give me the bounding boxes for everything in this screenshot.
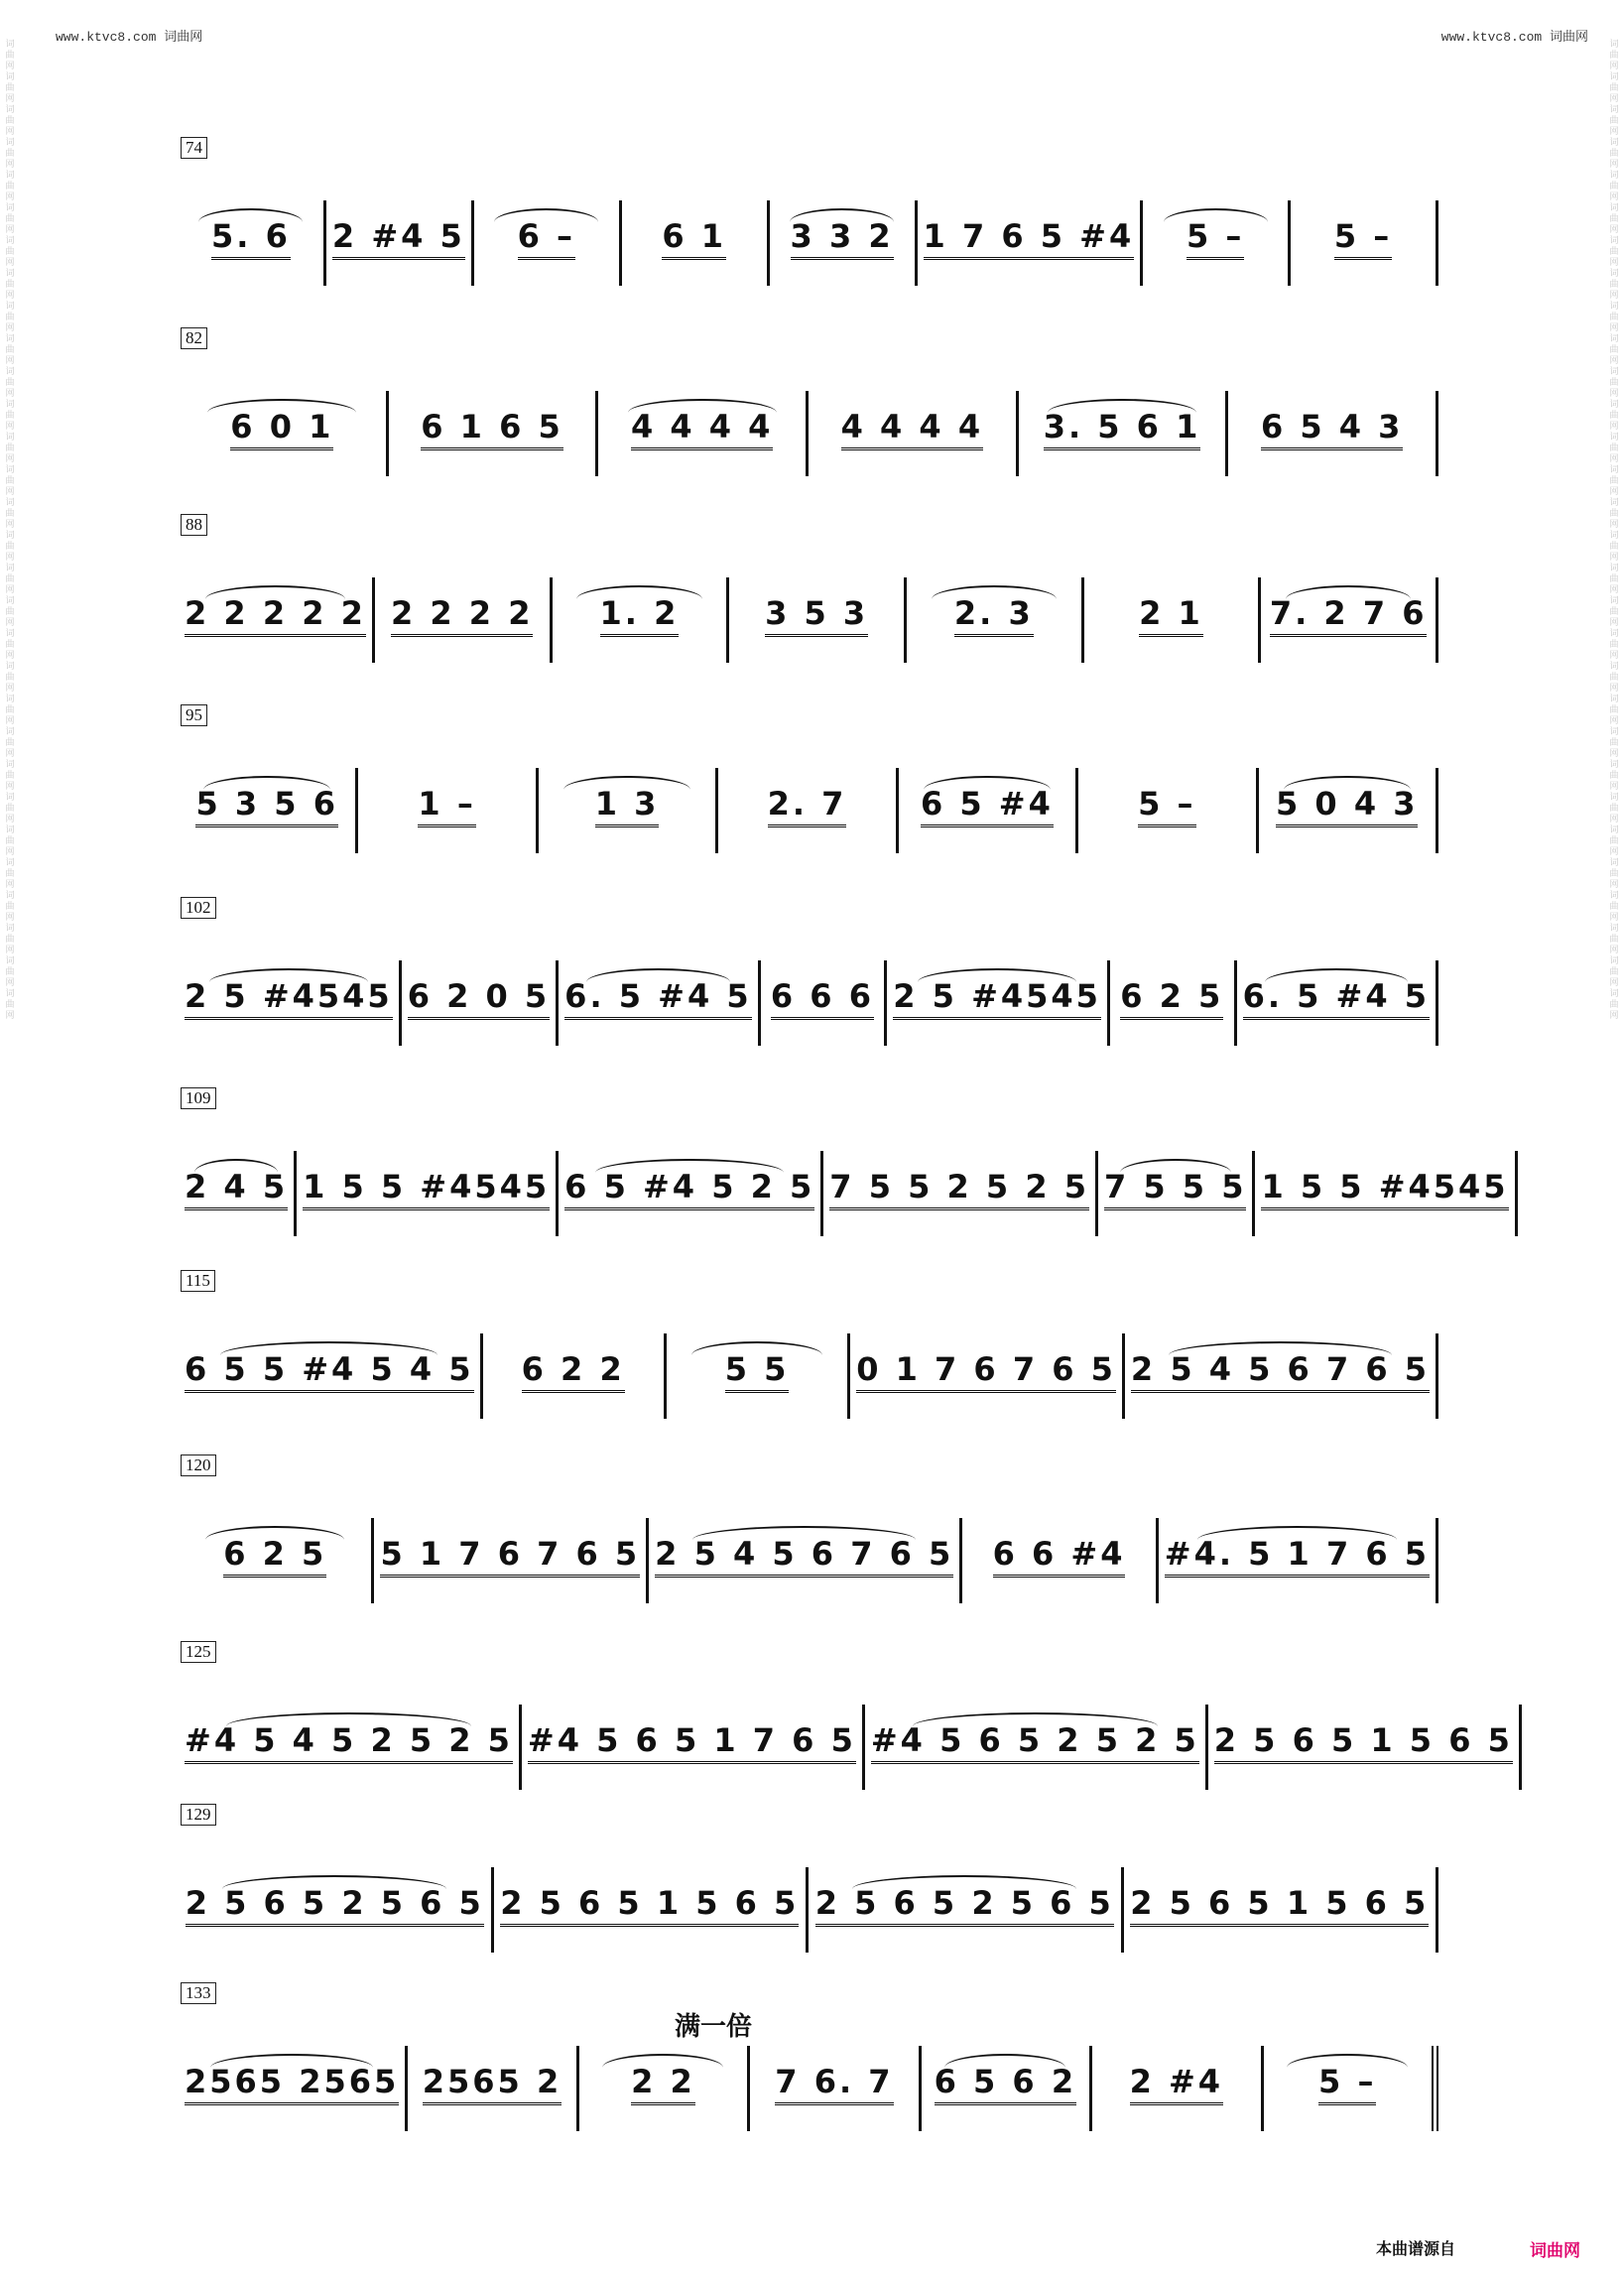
staff-row xyxy=(179,1270,1438,1419)
measure xyxy=(323,200,471,286)
measure xyxy=(179,1151,294,1236)
slur-mark xyxy=(563,776,690,804)
measure xyxy=(1205,1705,1522,1790)
measure xyxy=(491,1867,807,1953)
measure-notes: 2 5 4 5 6 7 6 5 xyxy=(1131,1350,1430,1393)
measure xyxy=(550,577,727,663)
measure xyxy=(536,768,715,853)
measure-notes: 2 5 #4545 xyxy=(185,977,393,1020)
measure-notes: 1 5 5 #4545 xyxy=(303,1168,550,1210)
measure-notes: 6 5 #4 xyxy=(921,785,1054,827)
measure xyxy=(179,768,355,853)
measure-number: 74 xyxy=(181,137,207,159)
measure xyxy=(1261,2046,1438,2131)
measure xyxy=(806,391,1016,476)
measure-notes: #4. 5 1 7 6 5 xyxy=(1165,1535,1430,1578)
measure-notes: 6. 5 #4 5 xyxy=(1243,977,1430,1020)
slur-mark xyxy=(1048,399,1196,427)
staff-line xyxy=(179,1133,1509,1236)
measure-notes: 2 5 #4545 xyxy=(893,977,1101,1020)
measure xyxy=(847,1333,1122,1419)
slur-mark xyxy=(692,1526,916,1554)
measure xyxy=(399,960,556,1046)
measure xyxy=(904,577,1081,663)
measure xyxy=(179,2046,405,2131)
measure xyxy=(1288,200,1438,286)
slur-mark xyxy=(194,1159,278,1187)
staff-line xyxy=(179,2028,1438,2131)
measure-notes: 6 – xyxy=(518,217,575,260)
slur-mark xyxy=(220,1341,437,1369)
measure xyxy=(355,768,535,853)
measure xyxy=(556,1151,820,1236)
staff-row xyxy=(179,897,1438,1046)
slur-mark xyxy=(595,1159,784,1187)
measure-notes: 7 5 5 5 xyxy=(1104,1168,1246,1210)
measure xyxy=(179,960,399,1046)
measure xyxy=(806,1867,1121,1953)
measure-notes: 6 1 6 5 xyxy=(421,408,562,450)
measure-notes: #4 5 4 5 2 5 2 5 xyxy=(185,1721,513,1764)
measure xyxy=(1081,577,1259,663)
slur-mark xyxy=(790,208,894,236)
measure xyxy=(179,391,386,476)
staff-line xyxy=(179,1849,1438,1953)
slur-mark xyxy=(1284,776,1411,804)
measure xyxy=(1256,768,1438,853)
slur-mark xyxy=(913,1712,1158,1740)
measure xyxy=(519,1705,862,1790)
measure xyxy=(179,1705,519,1790)
slur-mark xyxy=(1120,1159,1231,1187)
measure-notes: 6 6 #4 xyxy=(993,1535,1126,1578)
measure-notes: 6 5 4 3 xyxy=(1261,408,1403,450)
measure-notes: 1 7 6 5 #4 xyxy=(924,217,1135,260)
measure-number: 120 xyxy=(181,1455,216,1476)
slur-mark xyxy=(691,1341,821,1369)
measure xyxy=(179,1518,371,1603)
measure-notes: 1 – xyxy=(418,785,475,827)
measure-notes: 6 2 0 5 xyxy=(408,977,550,1020)
measure-notes: 5 1 7 6 7 6 5 xyxy=(380,1535,640,1578)
staff-line xyxy=(179,1500,1438,1603)
measure-notes: 5 – xyxy=(1138,785,1195,827)
measure-notes: 2 5 6 5 1 5 6 5 xyxy=(1130,1884,1429,1927)
slur-mark xyxy=(924,776,1051,804)
measure xyxy=(595,391,806,476)
slur-mark xyxy=(628,399,777,427)
measure xyxy=(1140,200,1288,286)
measure-number: 115 xyxy=(181,1270,215,1292)
slur-mark xyxy=(1286,585,1411,613)
measure xyxy=(1107,960,1234,1046)
measure xyxy=(767,200,915,286)
measure-number: 109 xyxy=(181,1087,216,1109)
measure xyxy=(179,577,372,663)
staff-row xyxy=(179,1641,1513,1790)
measure xyxy=(556,960,757,1046)
measure xyxy=(179,200,323,286)
slur-mark xyxy=(852,1875,1076,1903)
measure-notes: #4 5 6 5 2 5 2 5 xyxy=(871,1721,1199,1764)
slur-mark xyxy=(205,585,344,613)
measure-notes: 5 – xyxy=(1318,2063,1376,2105)
measure xyxy=(726,577,904,663)
slur-mark xyxy=(198,208,303,236)
measure xyxy=(405,2046,575,2131)
measure-notes: 1 3 xyxy=(595,785,660,827)
measure xyxy=(619,200,767,286)
measure-notes: 2 5 6 5 1 5 6 5 xyxy=(1214,1721,1513,1764)
staff-row xyxy=(179,704,1438,853)
measure xyxy=(372,577,550,663)
staff-line xyxy=(179,1687,1513,1790)
staff-row xyxy=(179,1087,1509,1236)
measure-notes: 4 4 4 4 xyxy=(841,408,983,450)
measure-notes: 6 5 5 #4 5 4 5 xyxy=(185,1350,474,1393)
measure xyxy=(1225,391,1438,476)
staff-row xyxy=(179,514,1438,663)
slur-mark xyxy=(222,1875,446,1903)
staff-row xyxy=(179,1982,1438,2131)
measure-notes: 2. 7 xyxy=(768,785,847,827)
staff-line xyxy=(179,183,1438,286)
staff-line xyxy=(179,373,1438,476)
measure-number: 133 xyxy=(181,1982,216,2004)
measure xyxy=(1016,391,1226,476)
measure-notes: 2 2 xyxy=(631,2063,695,2105)
staff-line xyxy=(179,1316,1438,1419)
measure xyxy=(820,1151,1095,1236)
slur-mark xyxy=(207,399,356,427)
staff-line xyxy=(179,560,1438,663)
measure-notes: 5 3 5 6 xyxy=(195,785,337,827)
measure xyxy=(1156,1518,1438,1603)
slur-mark xyxy=(209,968,368,996)
slur-mark xyxy=(576,585,701,613)
measure xyxy=(1234,960,1438,1046)
measure xyxy=(715,768,895,853)
measure-notes: 2 5 6 5 2 5 6 5 xyxy=(186,1884,484,1927)
slur-mark xyxy=(1169,1341,1392,1369)
measure-notes: 5 – xyxy=(1334,217,1392,260)
measure-notes: 2 #4 5 xyxy=(332,217,465,260)
staff-line xyxy=(179,943,1438,1046)
measure-notes: 6 0 1 xyxy=(230,408,333,450)
measure xyxy=(386,391,596,476)
slur-mark xyxy=(602,2054,723,2082)
measure-notes: 6 6 6 xyxy=(771,977,874,1020)
measure xyxy=(959,1518,1155,1603)
measure xyxy=(1075,768,1255,853)
measure xyxy=(471,200,619,286)
slur-mark xyxy=(918,968,1076,996)
measure xyxy=(664,1333,847,1419)
header-site-left[interactable]: www.ktvc8.com 词曲网 xyxy=(56,30,203,45)
measure-notes: 7 5 5 2 5 2 5 xyxy=(829,1168,1089,1210)
measure-notes: 3 3 2 xyxy=(791,217,894,260)
measure xyxy=(747,2046,918,2131)
tempo-annotation: 满一倍 xyxy=(675,2012,753,2042)
measure-notes: 2 2 2 2 2 xyxy=(185,594,366,637)
slur-mark xyxy=(226,1712,471,1740)
measure xyxy=(179,1867,491,1953)
slur-mark xyxy=(203,776,330,804)
staff-row xyxy=(179,327,1438,476)
measure xyxy=(294,1151,556,1236)
slur-mark xyxy=(494,208,598,236)
measure xyxy=(919,2046,1089,2131)
measure-notes: 4 4 4 4 xyxy=(631,408,773,450)
slur-mark xyxy=(932,585,1057,613)
measure-notes: 7. 2 7 6 xyxy=(1270,594,1428,637)
measure-notes: 1. 2 xyxy=(600,594,680,637)
staff-row xyxy=(179,137,1438,286)
measure xyxy=(896,768,1075,853)
slur-mark xyxy=(205,1526,344,1554)
measure xyxy=(862,1705,1205,1790)
slur-mark xyxy=(1164,208,1268,236)
watermark-strip-right: 词曲网 词曲网 词曲网 词曲网 词曲网 词曲网 词曲网 词曲网 词曲网 词曲网 词曲网 词曲网 词曲网 词曲网 词曲网 词曲网 词曲网 词曲网 词曲网 词曲网 词曲网 词曲网 词曲网 词曲网 词曲网 词曲网 词曲网 词曲网 词曲网 词曲网 xyxy=(1609,40,1619,1021)
measure-notes: 2 2 2 2 xyxy=(391,594,533,637)
measure-notes: 6 2 5 xyxy=(223,1535,326,1578)
measure-notes: 6 2 2 xyxy=(522,1350,625,1393)
measure-notes: 3 5 3 xyxy=(765,594,868,637)
measure-notes: 0 1 7 6 7 6 5 xyxy=(856,1350,1116,1393)
measure-notes: 2 4 5 xyxy=(185,1168,288,1210)
measure-notes: 5 5 xyxy=(725,1350,790,1393)
measure-number: 95 xyxy=(181,704,207,726)
slur-mark xyxy=(586,968,729,996)
slur-mark xyxy=(944,2054,1065,2082)
staff-line xyxy=(179,750,1438,853)
measure-notes: 6 5 6 2 xyxy=(935,2063,1076,2105)
measure-notes: 2. 3 xyxy=(954,594,1034,637)
measure-notes: 2 5 6 5 2 5 6 5 xyxy=(815,1884,1114,1927)
slur-mark xyxy=(1265,968,1408,996)
measure xyxy=(1089,2046,1260,2131)
measure-notes: 2 1 xyxy=(1139,594,1203,637)
measure xyxy=(646,1518,959,1603)
measure-notes: 3. 5 6 1 xyxy=(1044,408,1201,450)
measure xyxy=(1121,1867,1439,1953)
slur-mark xyxy=(210,2054,373,2082)
measure-notes: 6 1 xyxy=(662,217,726,260)
measure-notes: 6 5 #4 5 2 5 xyxy=(564,1168,814,1210)
slur-mark xyxy=(1287,2054,1408,2082)
slur-mark xyxy=(1197,1526,1397,1554)
footer-site-link[interactable]: 词曲网 xyxy=(1530,2241,1580,2261)
measure xyxy=(576,2046,747,2131)
staff-row xyxy=(179,1804,1438,1953)
measure-notes: 6. 5 #4 5 xyxy=(564,977,751,1020)
measure xyxy=(884,960,1107,1046)
measure-notes: 2 #4 xyxy=(1130,2063,1223,2105)
measure xyxy=(1252,1151,1517,1236)
measure-notes: 7 6. 7 xyxy=(775,2063,893,2105)
footer-source-label: 本曲谱源自 xyxy=(1375,2239,1455,2258)
measure-notes: 2565 2565 xyxy=(185,2063,399,2105)
measure-notes: 5. 6 xyxy=(211,217,291,260)
measure xyxy=(371,1518,646,1603)
measure xyxy=(1095,1151,1252,1236)
staff-row xyxy=(179,1455,1438,1603)
measure-notes: 5 – xyxy=(1187,217,1244,260)
watermark-strip-left: 词曲网 词曲网 词曲网 词曲网 词曲网 词曲网 词曲网 词曲网 词曲网 词曲网 词曲网 词曲网 词曲网 词曲网 词曲网 词曲网 词曲网 词曲网 词曲网 词曲网 词曲网 词曲网 词曲网 词曲网 词曲网 词曲网 词曲网 词曲网 词曲网 词曲网 xyxy=(5,40,15,1021)
measure xyxy=(915,200,1141,286)
measure xyxy=(1122,1333,1438,1419)
measure xyxy=(179,1333,480,1419)
measure-number: 102 xyxy=(181,897,216,919)
measure-notes: 2 5 4 5 6 7 6 5 xyxy=(655,1535,953,1578)
measure-notes: 1 5 5 #4545 xyxy=(1261,1168,1508,1210)
measure-number: 82 xyxy=(181,327,207,349)
measure-number: 88 xyxy=(181,514,207,536)
measure-number: 125 xyxy=(181,1641,216,1663)
measure-notes: 5 0 4 3 xyxy=(1276,785,1418,827)
measure xyxy=(1258,577,1438,663)
measure-notes: 6 2 5 xyxy=(1120,977,1223,1020)
measure-notes: 2 5 6 5 1 5 6 5 xyxy=(500,1884,799,1927)
measure xyxy=(758,960,885,1046)
measure-notes: #4 5 6 5 1 7 6 5 xyxy=(528,1721,856,1764)
measure-notes: 2565 2 xyxy=(423,2063,562,2105)
measure-number: 129 xyxy=(181,1804,216,1826)
measure xyxy=(480,1333,664,1419)
header-site-right[interactable]: www.ktvc8.com 词曲网 xyxy=(1440,30,1588,45)
